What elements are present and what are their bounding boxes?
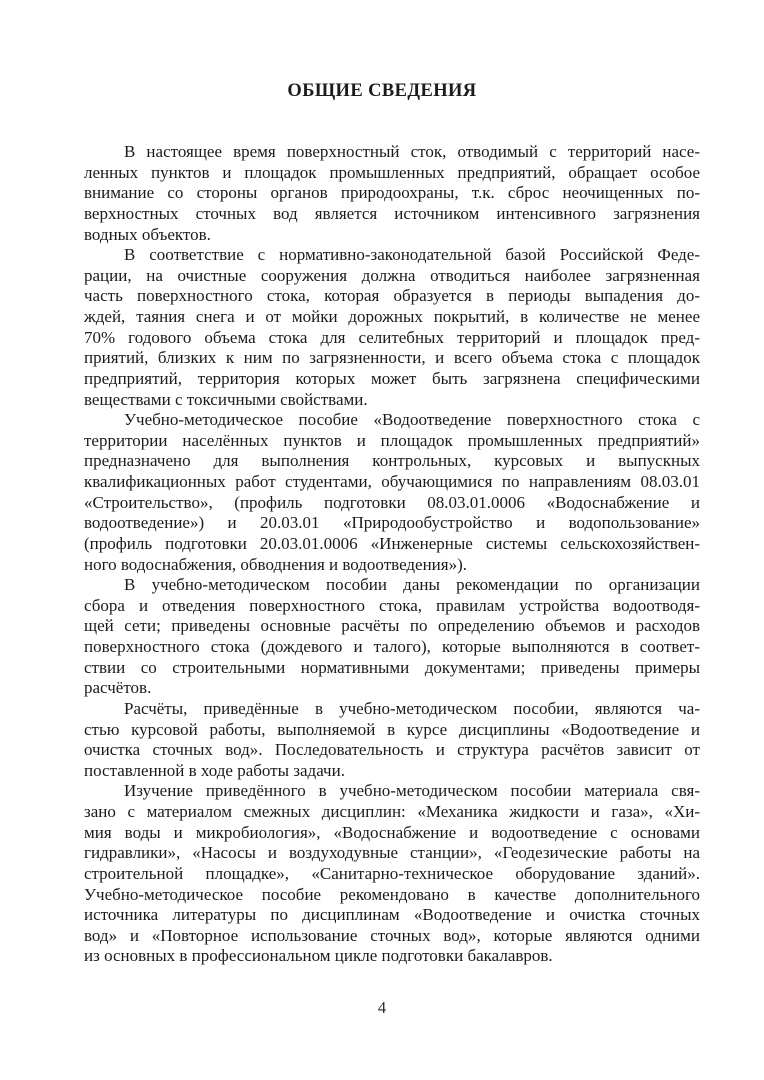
- text-line: ждей, таяния снега и от мойки дорожных покрытий, в количестве не менее: [84, 307, 700, 326]
- text-line: мия воды и микробиология», «Водоснабжение и водоотведение с основами: [84, 822, 700, 842]
- page-title: ОБЩИЕ СВЕДЕНИЯ: [287, 81, 477, 101]
- paragraph: [84, 245, 700, 410]
- document-body: [84, 142, 700, 967]
- text-line: очистка сточных вод». Последовательность и структура расчётов зависит от: [84, 740, 700, 760]
- paragraph: [84, 781, 700, 967]
- text-line: поставленной в ходе работы задачи.: [84, 760, 345, 780]
- text-line: ствии со строительными нормативными документами; приведены примеры: [84, 657, 700, 677]
- text-line: водных объектов.: [84, 224, 211, 244]
- text-line: стью курсовой работы, выполняемой в курсе дисциплины «Водоотведение и: [84, 719, 700, 739]
- text-line: рации, на очистные сооружения должна отводиться наиболее загрязненная: [84, 265, 700, 285]
- text-line: вод» и «Повторное использование сточных вод», которые являются одними: [84, 925, 700, 945]
- text-line: (профиль подготовки 20.03.01.0006 «Инженерные системы сельскохозяйствен-: [84, 533, 700, 553]
- text-line: источника литературы по дисциплинам «Водоотведение и очистка сточных: [84, 905, 700, 925]
- text-line: поверхностного стока (дождевого и талого), которые выполняются в соответ-: [84, 637, 700, 656]
- text-line: часть поверхностного стока, которая образуется в периоды выпадения до-: [84, 286, 700, 306]
- text-line: зано с материалом смежных дисциплин: «Механика жидкости и газа», «Хи-: [84, 802, 700, 821]
- text-line: территории населённых пунктов и площадок промышленных предприятий»: [84, 430, 700, 450]
- text-line: Учебно-методическое пособие «Водоотведение поверхностного стока с: [124, 410, 700, 430]
- text-line: ного водоснабжения, обводнения и водоотведения»).: [84, 554, 468, 574]
- text-line: из основных в профессиональном цикле подготовки бакалавров.: [84, 946, 553, 966]
- text-line: В учебно-методическом пособии даны рекомендации по организации: [124, 575, 700, 595]
- text-line: предназначено для выполнения контрольных, курсовых и выпускных: [84, 451, 700, 471]
- text-line: внимание со стороны органов природоохраны, т.к. сброс неочищенных по-: [84, 183, 700, 203]
- paragraph: [84, 575, 700, 699]
- text-line: В соответствие с нормативно-законодательной базой Российской Феде-: [124, 245, 700, 265]
- text-line: щей сети; приведены основные расчёты по определению объемов и расходов: [84, 616, 700, 636]
- text-line: «Строительство», (профиль подготовки 08.03.01.0006 «Водоснабжение и: [84, 492, 700, 512]
- text-line: водоотведение») и 20.03.01 «Природообустройство и водопользование»: [84, 513, 700, 533]
- text-line: В настоящее время поверхностный сток, отводимый с территорий насе-: [124, 142, 700, 161]
- text-line: строительной площадке», «Санитарно-техническое оборудование зданий».: [84, 863, 700, 883]
- page-number: 4: [377, 998, 387, 1017]
- text-line: квалификационных работ студентами, обучающимися по направлениям 08.03.01: [84, 472, 700, 491]
- paragraph: [84, 699, 700, 782]
- text-line: веществами с токсичными свойствами.: [84, 389, 368, 409]
- text-line: предприятий, территория которых может быть загрязнена специфическими: [84, 368, 700, 388]
- text-line: Изучение приведённого в учебно-методическом пособии материала свя-: [124, 781, 700, 801]
- paragraph: [84, 410, 700, 575]
- paragraph: [84, 142, 700, 245]
- text-line: 70% годового объема стока для селитебных территорий и площадок пред-: [84, 327, 700, 347]
- text-line: ленных пунктов и площадок промышленных предприятий, обращает особое: [84, 162, 700, 182]
- text-line: сбора и отведения поверхностного стока, правилам устройства водоотводя-: [84, 595, 700, 615]
- text-line: Учебно-методическое пособие рекомендовано в качестве дополнительного: [84, 884, 700, 904]
- text-line: верхностных сточных вод является источником интенсивного загрязнения: [84, 203, 700, 223]
- text-line: Расчёты, приведённые в учебно-методическом пособии, являются ча-: [124, 698, 700, 718]
- text-line: расчётов.: [84, 678, 152, 698]
- text-line: приятий, близких к ним по загрязненности, и всего объема стока с площадок: [84, 348, 700, 368]
- text-line: гидравлики», «Насосы и воздуходувные станции», «Геодезические работы на: [84, 843, 700, 863]
